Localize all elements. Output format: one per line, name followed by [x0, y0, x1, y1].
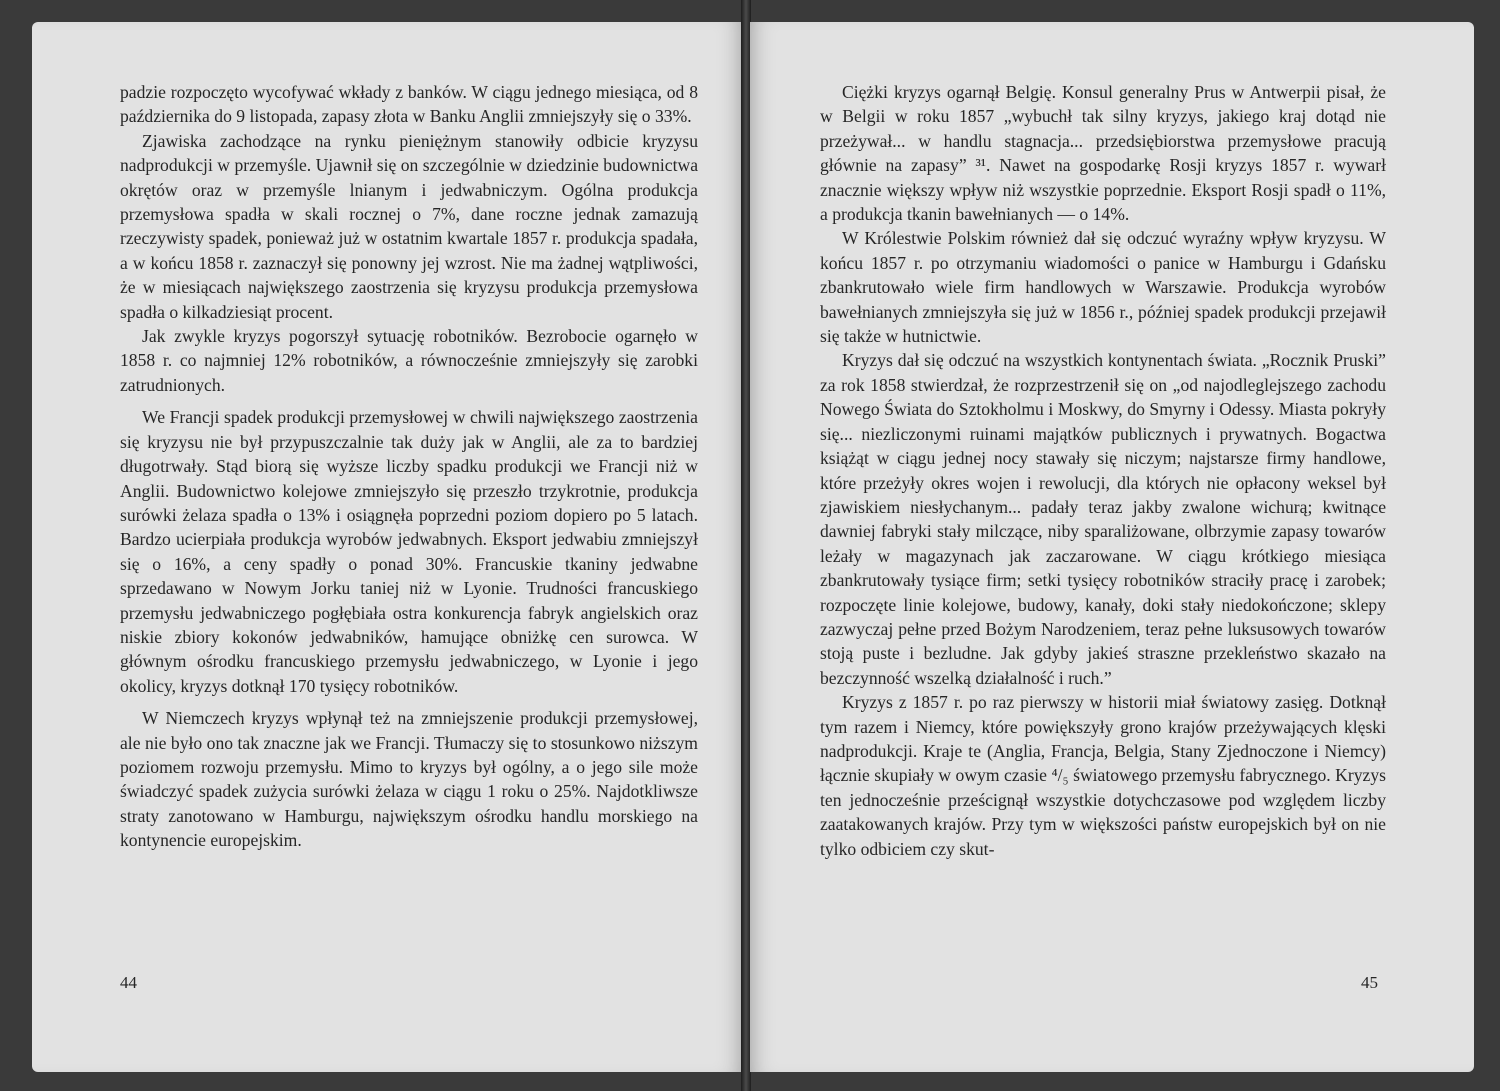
paragraph: W Królestwie Polskim również dał się odczuć wyraźny wpływ kryzysu. W końcu 1857 r. po otrzymaniu wiadomości o panice w Hamburgu i Gdańsku zbankrutowało wiele firm handlowych w Warszawie. Produkcja wyrobów bawełnianych zmniejszyła się już w 1856 r., później spadek produkcji przejawił się także w hutnictwie.	[820, 228, 1386, 347]
page-number: 45	[1361, 973, 1378, 992]
paragraph: W Niemczech kryzys wpłynął też na zmniejszenie produkcji przemysłowej, ale nie było ono tak znaczne jak we Francji. Tłumaczy się to stosunkowo niższym poziomem rozwoju przemysłu. Mimo to kryzys był ogólny, a o jego sile może świadczyć spadek zużycia surówki żelaza w ciągu 1 roku o 25%. Najdotkliwsze straty zanotowano w Hamburgu, największym ośrodku handlu morskiego na kontynencie europejskim.	[120, 708, 698, 851]
right-page	[750, 22, 1474, 1072]
paragraph: padzie rozpoczęto wycofywać wkłady z banków. W ciągu jednego miesiąca, od 8 października do 9 listopada, zapasy złota w Banku Anglii zmniejszyły się o 33%.	[120, 82, 698, 127]
right-page-text	[820, 80, 1386, 861]
paragraph: Kryzys dał się odczuć na wszystkich kontynentach świata. „Rocznik Pruski” za rok 1858 stwierdzał, że rozprzestrzenił się on „od najodleglejszego zachodu Nowego Świata do Sztokholmu i Moskwy, do Smyrny i Odessy. Miasta pokryły się... niezliczonymi ruinami majątków publicznych i prywatnych. Bogactwa książąt w ciągu jednej nocy stawały się niczym; najstarsze firmy handlowe, które przeżyły okres wojen i rewolucji, dla których nie opłacony weksel był zjawiskiem niesłychanym... padały teraz jakby zwalone wichurą; kwitnące dawniej fabryki stały milczące, niby sparaliżowane, olbrzymie zapasy towarów leżały w magazynach jak zaczarowane. W ciągu krótkiego miesiąca zbankrutowały tysiące firm; setki tysięcy robotników straciły pracę i zarobek; rozpoczęte linie kolejowe, budowy, kanały, doki stały niedokończone; sklepy zazwyczaj pełne przed Bożym Narodzeniem, teraz pełne luksusowych towarów stoją puste i bezludne. Jak gdyby jakieś straszne przekleństwo skazało na bezczynność wszelką działalność i ruch.”	[820, 350, 1386, 688]
left-page-text	[120, 80, 698, 853]
paragraph: Jak zwykle kryzys pogorszył sytuację robotników. Bezrobocie ogarnęło w 1858 r. co najmniej 12% robotników, a równocześnie zmniejszyły się zarobki zatrudnionych.	[120, 326, 698, 395]
paragraph: We Francji spadek produkcji przemysłowej w chwili największego zaostrzenia się kryzysu nie był przypuszczalnie tak duży jak w Anglii, ale za to bardziej długotrwały. Stąd biorą się wyższe liczby spadku produkcji we Francji niż w Anglii. Budownictwo kolejowe zmniejszyło się przeszło trzykrotnie, produkcja surówki żelaza spadła o 13% i osiągnęła poprzedni poziom dopiero po 5 latach. Bardzo ucierpiała produkcja wyrobów jedwabnych. Eksport jedwabiu zmniejszył się o 16%, a ceny spadły o ponad 30%. Francuskie tkaniny jedwabne sprzedawano w Nowym Jorku taniej niż w Lyonie. Trudności francuskiego przemysłu jedwabniczego pogłębiała ostra konkurencja fabryk angielskich oraz niskie zbiory kokonów jedwabników, hamujące obniżkę cen surowca. W głównym ośrodku francuskiego przemysłu jedwabniczego, w Lyonie i jego okolicy, kryzys dotknął 170 tysięcy robotników.	[120, 407, 698, 696]
paragraph: Kryzys z 1857 r. po raz pierwszy w historii miał światowy zasięg. Dotknął tym razem i Niemcy, które powiększyły grono krajów przeżywających klęski nadprodukcji. Kraje te (Anglia, Francja, Belgia, Stany Zjednoczone i Niemcy) łącznie skupiały w owym czasie ⁴/₅ światowego przemysłu fabrycznego. Kryzys ten jednocześnie prześcignął wszystkie dotychczasowe pod względem liczby zaatakowanych krajów. Przy tym w większości państw europejskich był on nie tylko odbiciem czy skut-	[820, 692, 1386, 859]
paragraph: Ciężki kryzys ogarnął Belgię. Konsul generalny Prus w Antwerpii pisał, że w Belgii w roku 1857 „wybuchł tak silny kryzys, jakiego kraj dotąd nie przeżywał... w handlu stagnacja... przedsiębiorstwa przemysłowe pracują głównie na zapasy” ³¹. Nawet na gospodarkę Rosji kryzys 1857 r. wywarł znacznie większy wpływ niż wszystkie poprzednie. Eksport Rosji spadł o 11%, a produkcja tkanin bawełnianych — o 14%.	[820, 82, 1386, 225]
page-number: 44	[120, 973, 137, 992]
paragraph: Zjawiska zachodzące na rynku pieniężnym stanowiły odbicie kryzysu nadprodukcji w przemyśle. Ujawnił się on szczególnie w dziedzinie budownictwa okrętów oraz w przemyśle lnianym i jedwabniczym. Ogólna produkcja przemysłowa spadła w skali rocznej o 7%, dane roczne jednak zamazują rzeczywisty spadek, ponieważ już w ostatnim kwartale 1857 r. produkcja spadała, a w końcu 1858 r. zaznaczył się ponowny jej wzrost. Nie ma żadnej wątpliwości, że w miesiącach największego zaostrzenia się kryzysu produkcja przemysłowa spadła o kilkadziesiąt procent.	[120, 130, 698, 322]
left-page	[32, 22, 742, 1072]
